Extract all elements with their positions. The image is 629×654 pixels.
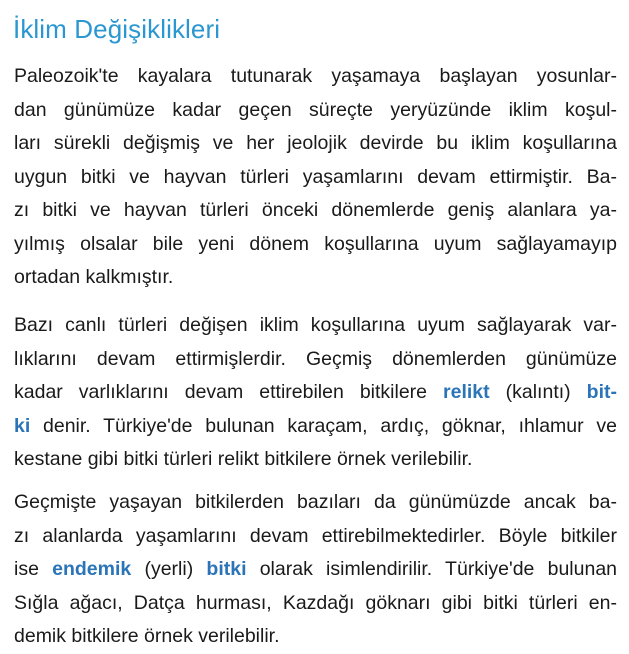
- text-line: yılmış olsalar bile yeni dönem koşullarına uyum sağlayamayıp: [14, 232, 617, 255]
- text-line: [14, 553, 617, 587]
- paragraph-paleozoic: [14, 60, 617, 295]
- text-segment: (yerli): [131, 558, 207, 580]
- text-line: Geçmişte yaşayan bitkilerden bazıları da günümüzde ancak ba-: [14, 491, 617, 513]
- text-line: zı bitki ve hayvan türleri önceki dönemlerde geniş alanlara ya-: [14, 199, 617, 221]
- term-relikt: relikt: [443, 381, 490, 403]
- text-line: [14, 376, 617, 410]
- paragraph-relict-plants: [14, 309, 617, 477]
- text-line: [14, 410, 617, 444]
- term-endemik: endemik: [52, 558, 132, 580]
- term-bitki-part2: ki: [14, 414, 31, 437]
- text-line: kestane gibi bitki türleri relikt bitkilere örnek verilebilir.: [14, 448, 473, 470]
- text-line: ortadan kalkmıştır.: [14, 266, 174, 288]
- text-segment: olarak isimlendirilir. Türkiye'de bulunan: [246, 558, 618, 580]
- text-segment: (kalıntı): [489, 381, 587, 403]
- text-line: demik bitkilere örnek verilebilir.: [14, 625, 280, 647]
- text-segment: ise: [14, 558, 53, 580]
- term-bitki-part1: bit-: [586, 381, 617, 403]
- text-line: Bazı canlı türleri değişen iklim koşullarına uyum sağlayarak var-: [14, 314, 617, 336]
- text-line: Paleozoik'te kayalara tutunarak yaşamaya başlayan yosunlar-: [14, 65, 617, 87]
- text-line: zı alanlarda yaşamlarını devam ettirebilmektedirler. Böyle bitkiler: [14, 524, 617, 547]
- text-line: lıklarını devam ettirmişlerdir. Geçmiş dönemlerden günümüze: [14, 347, 617, 370]
- text-line: dan günümüze kadar geçen süreçte yeryüzünde iklim koşul-: [14, 98, 617, 121]
- text-line: uygun bitki ve hayvan türleri yaşamlarını devam ettirmiştir. Ba-: [14, 165, 617, 188]
- text-segment: denir. Türkiye'de bulunan karaçam, ardıç, göknar, ıhlamur ve: [30, 414, 617, 437]
- paragraph-endemic-plants: [14, 486, 617, 654]
- term-bitki: bitki: [206, 558, 247, 580]
- section-heading: İklim Değişiklikleri: [13, 14, 221, 44]
- text-line: Sığla ağacı, Datça hurması, Kazdağı göknarı gibi bitki türleri en-: [14, 591, 617, 614]
- text-line: ları sürekli değişmiş ve her jeolojik devirde bu iklim koşullarına: [14, 132, 617, 154]
- text-segment: kadar varlıklarını devam ettirebilen bitkilere: [14, 381, 444, 403]
